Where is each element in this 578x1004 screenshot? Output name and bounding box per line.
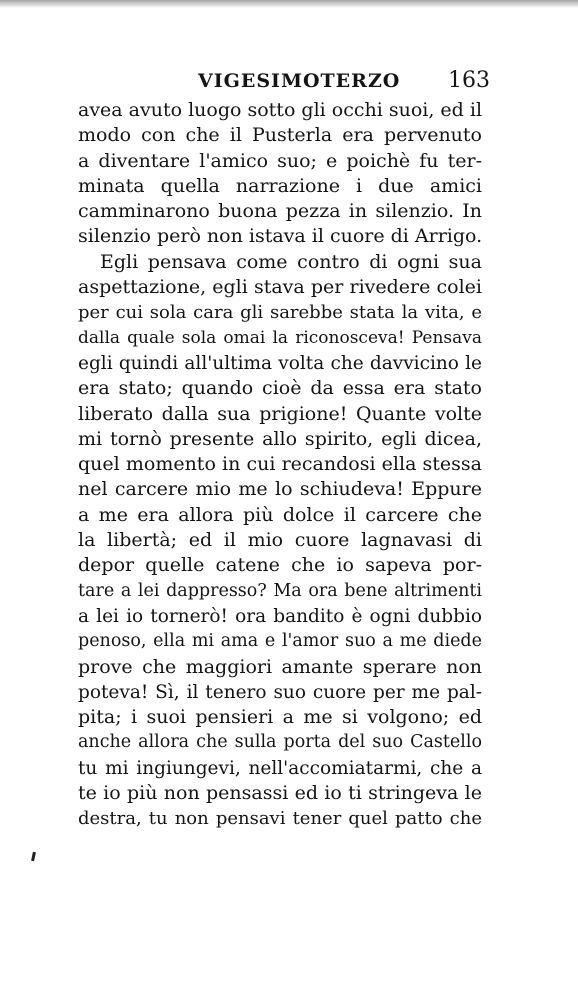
text-line: penoso, ella mi ama e l'amor suo a me diede [78,631,482,652]
text-line: prove che maggiori amante sperare non [78,655,482,678]
text-line: a lei io tornerò! ora bandito è ogni dubbio [78,605,482,627]
text-line: poteva! Sì, il tenero suo cuore per me pal- [78,681,482,703]
text-line: pita; i suoi pensieri a me si volgono; ed [78,706,482,729]
ink-speck [31,852,36,861]
text-line: Egli pensava come contro di ogni sua [100,250,482,273]
text-line: liberato dalla sua prigione! Quante volte [78,402,482,425]
text-line: a me era allora più dolce il carcere che [78,503,482,526]
text-line: aspettazione, egli stava per rivedere colei [78,276,482,299]
page-number: 163 [448,68,490,93]
text-line: per cui sola cara gli sarebbe stata la vita, e [78,302,482,324]
text-line: dalla quale sola omai la riconosceva! Pensava [78,327,482,348]
text-line: minata quella narrazione i due amici [78,174,482,197]
page-header [198,70,490,98]
scan-edge-shadow [0,0,578,8]
text-line: avea avuto luogo sotto gli occhi suoi, ed il [78,99,483,121]
text-line: destra, tu non pensavi tener quel patto che [78,808,482,830]
text-line: tare a lei dappresso? Ma ora bene altrimenti [78,580,482,601]
text-line: tu mi ingiungevi, nell'accomiatarmi, che a [78,757,482,779]
text-line: a diventare l'amico suo; e poichè fu ter- [78,149,482,172]
text-line: la libertà; ed il mio cuore lagnavasi di [78,529,482,552]
text-line: te io più non pensassi ed io ti stringeva le [78,782,482,805]
text-line: anche allora che sulla porta del suo Castello [78,732,482,753]
text-line: modo con che il Pusterla era pervenuto [78,124,482,147]
text-line: camminarono buona pezza in silenzio. In [78,200,482,223]
text-line: nel carcere mio me lo schiudeva! Eppure [78,478,482,501]
text-line: mi tornò presente allo spirito, egli dicea, [78,427,482,450]
body-text [78,98,482,832]
text-line: era stato; quando cioè da essa era stato [78,377,482,400]
text-line: egli quindi all'ultima volta che davvicino le [78,352,482,374]
text-line: depor quelle catene che io sapeva por- [78,554,482,577]
text-line: quel momento in cui recandosi ella stessa [78,453,482,476]
running-title: VIGESIMOTERZO [198,70,401,92]
text-line: silenzio però non istava il cuore di Arrigo. [78,225,483,248]
